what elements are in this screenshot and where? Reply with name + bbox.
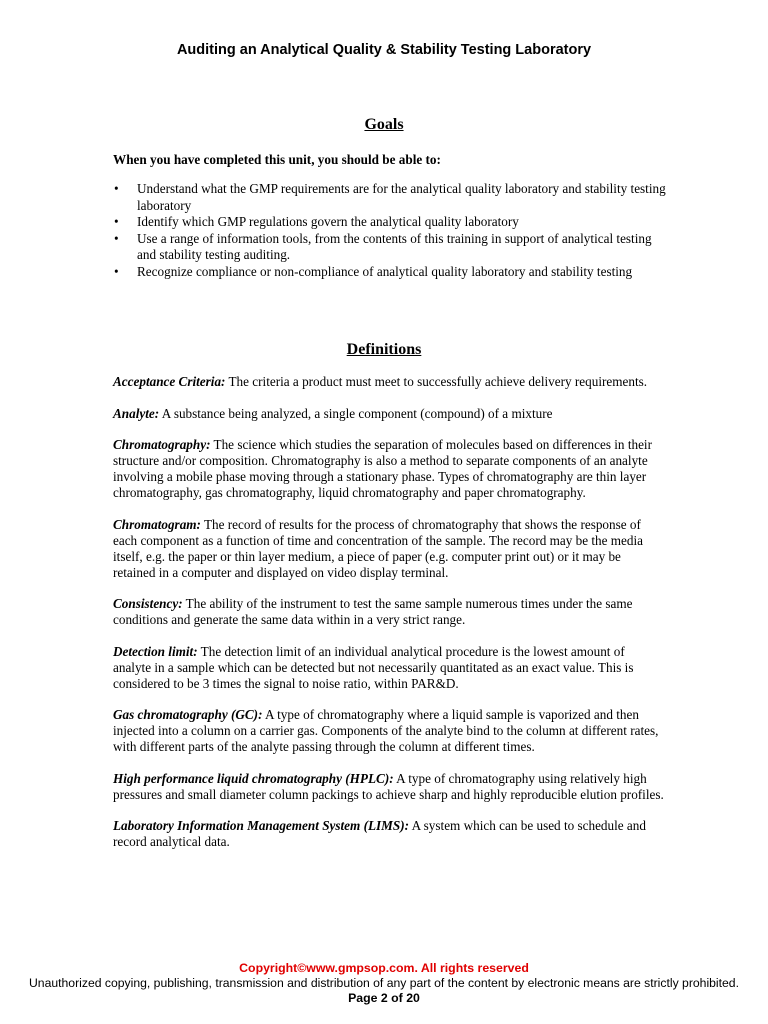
definition-text: The ability of the instrument to test the same sample numerous times under the same conditions and generate the same data within in a very strict range.	[113, 596, 633, 627]
definition-item	[113, 517, 665, 581]
goal-text: Use a range of information tools, from the contents of this training in support of analytical testing and stability testing auditing.	[137, 230, 652, 262]
goal-item	[113, 181, 673, 214]
copyright-line: Copyright©www.gmpsop.com. All rights reserved	[239, 961, 529, 975]
definition-item	[113, 596, 665, 628]
definition-text: A type of chromatography using relatively high pressures and small diameter column packings to achieve sharp and highly reproducible elution profiles.	[113, 770, 664, 802]
bullet-icon: •	[114, 263, 119, 279]
definition-text: The detection limit of an individual analytical procedure is the lowest amount of analyte in a sample which can be detected but not necessarily quantitated as an exact value. This is considered to be 3 times the signal to noise ratio, within PAR&D.	[113, 643, 634, 691]
goal-item	[113, 264, 673, 281]
definition-term: Chromatography:	[113, 437, 211, 452]
definition-text: A substance being analyzed, a single component (compound) of a mixture	[159, 405, 553, 421]
bullet-icon: •	[114, 214, 119, 229]
goal-item	[113, 214, 673, 231]
definition-term: Analyte:	[113, 405, 160, 421]
definition-item	[113, 771, 665, 803]
definition-term: Detection limit:	[113, 643, 198, 659]
definition-text: A type of chromatography where a liquid sample is vaporized and then injected into a column on a carrier gas. Components of the analyte bind to the column at different rates, with different parts of the analyte passing through the column at different times.	[113, 707, 659, 754]
definition-text: The record of results for the process of chromatography that shows the response of each component as a function of time and concentration of the sample. The record may be the media itself, e.g. the paper or thin layer medium, a piece of paper (e.g. computer print out) or it may be retained in a computer and displayed on video display terminal.	[113, 516, 643, 580]
bullet-icon: •	[114, 181, 119, 196]
page-number: Page 2 of 20	[348, 991, 420, 1005]
goals-heading: Goals	[364, 116, 404, 133]
goal-text: Recognize compliance or non-compliance of analytical quality laboratory and stability testing	[137, 263, 633, 279]
document-header: Auditing an Analytical Quality & Stability Testing Laboratory	[176, 42, 592, 58]
definitions-list	[113, 374, 665, 866]
definition-item	[113, 644, 665, 692]
bullet-icon: •	[114, 230, 119, 246]
definition-item	[113, 374, 665, 390]
definition-term: Acceptance Criteria:	[113, 374, 226, 389]
goal-text: Identify which GMP regulations govern the analytical quality laboratory	[137, 214, 519, 229]
definition-text: A system which can be used to schedule and record analytical data.	[113, 818, 646, 849]
definition-term: High performance liquid chromatography (HPLC):	[113, 770, 394, 786]
goals-intro: When you have completed this unit, you should be able to:	[113, 152, 441, 167]
definition-term: Consistency:	[113, 596, 183, 611]
copyright-notice: Unauthorized copying, publishing, transmission and distribution of any part of the content by electronic means are strictly prohibited.	[29, 976, 739, 990]
definition-term: Chromatogram:	[113, 516, 201, 532]
definitions-heading: Definitions	[346, 341, 422, 358]
definition-text: The criteria a product must meet to successfully achieve delivery requirements.	[225, 374, 648, 389]
goals-list	[113, 181, 673, 280]
definition-term: Gas chromatography (GC):	[113, 707, 263, 722]
definition-term: Laboratory Information Management System (LIMS):	[113, 818, 410, 833]
definition-item	[113, 406, 665, 422]
definition-item	[113, 818, 665, 850]
definition-item	[113, 437, 665, 501]
goal-item	[113, 231, 673, 264]
definition-text: The science which studies the separation of molecules based on differences in their structure and/or composition. Chromatography is also a method to separate components of an analyte involving a mobile phase moving through a stationary phase. Types of chromatography are thin layer chromatography, gas chromatography, liquid chromatography and paper chromatography.	[113, 437, 652, 500]
definition-item	[113, 707, 665, 755]
goal-text: Understand what the GMP requirements are for the analytical quality laboratory and stability testing laboratory	[137, 181, 666, 213]
